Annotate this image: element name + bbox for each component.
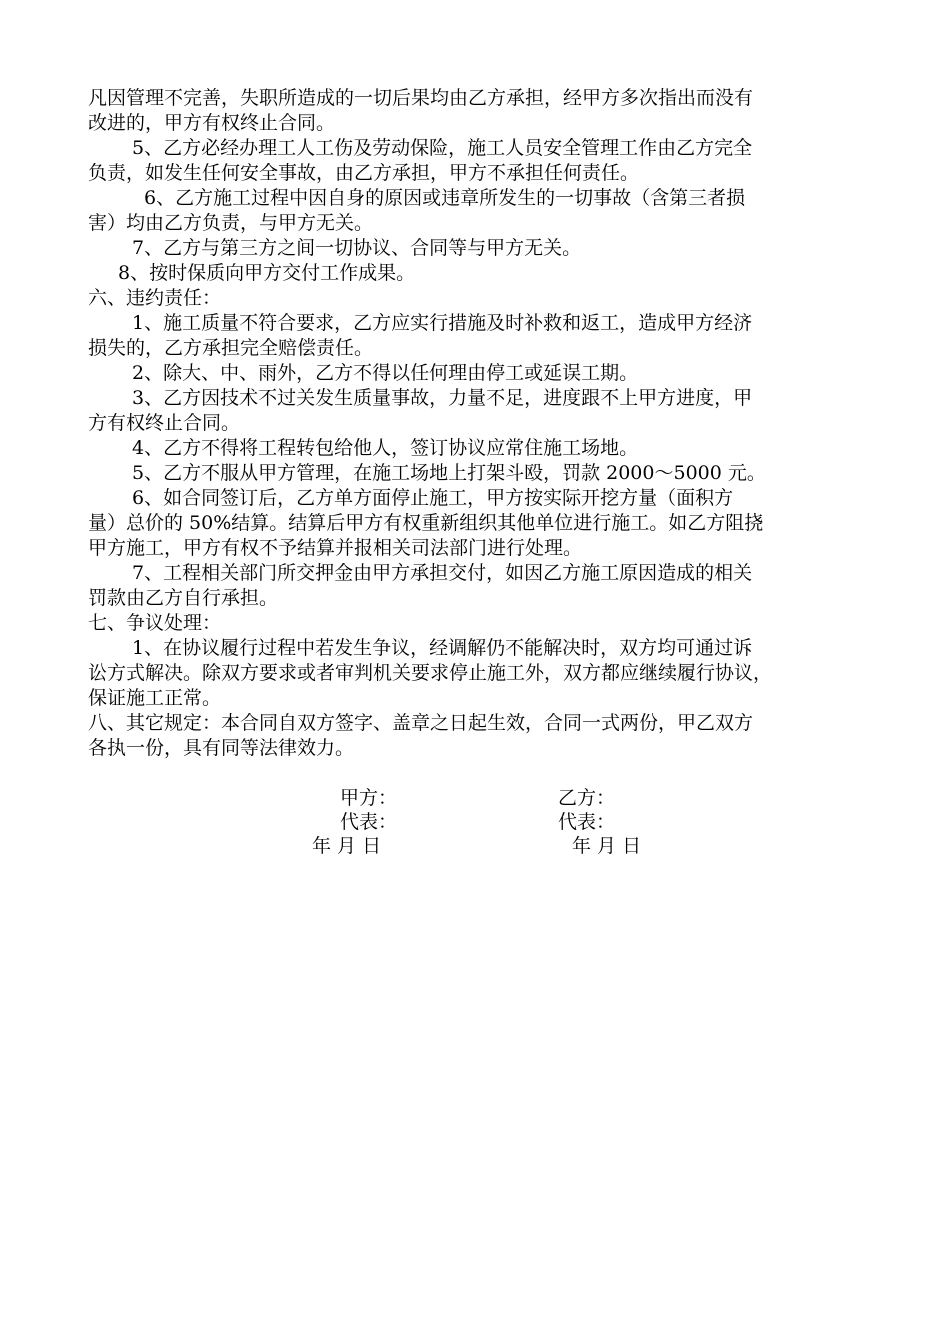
clause-7-line: 7、乙方与第三方之间一切协议、合同等与甲方无关。: [132, 237, 582, 259]
body-line: 讼方式解决。除双方要求或者审判机关要求停止施工外，双方都应继续履行协议，: [88, 662, 773, 684]
party-b-signature: [558, 786, 641, 858]
body-line: 凡因管理不完善，失职所造成的一切后果均由乙方承担，经甲方多次指出而没有: [88, 87, 754, 109]
body-line: 罚款由乙方自行承担。: [88, 587, 279, 609]
body-line: 害）均由乙方负责，与甲方无关。: [88, 212, 374, 234]
party-a-signature: [312, 786, 398, 858]
body-line: 方有权终止合同。: [88, 412, 241, 434]
clause-5-line: 5、乙方必经办理工人工伤及劳动保险，施工人员安全管理工作由乙方完全: [132, 137, 753, 159]
party-a-date-label: 年 月 日: [312, 835, 382, 857]
body-line: 负责，如发生任何安全事故，由乙方承担，甲方不承担任何责任。: [88, 162, 640, 184]
contract-body: [88, 86, 878, 761]
party-b-label: 乙方：: [558, 787, 616, 809]
clause-6-line: 6、乙方施工过程中因自身的原因或违章所发生的一切事故（含第三者损: [144, 187, 746, 209]
section-heading-liability: 六、违约责任：: [88, 287, 222, 309]
liability-clause-1: 1、施工质量不符合要求，乙方应实行措施及时补救和返工，造成甲方经济: [132, 312, 753, 334]
clause-8-line: 8、按时保质向甲方交付工作成果。: [118, 262, 416, 284]
body-line: 损失的，乙方承担完全赔偿责任。: [88, 337, 374, 359]
liability-clause-6: 6、如合同签订后，乙方单方面停止施工，甲方按实际开挖方量（面积方: [132, 487, 734, 509]
body-line: 改进的，甲方有权终止合同。: [88, 112, 336, 134]
section-heading-other: 八、其它规定：本合同自双方签字、盖章之日起生效，合同一式两份，甲乙双方: [88, 712, 754, 734]
party-a-label: 甲方：: [340, 787, 398, 809]
party-a-representative-label: 代表：: [340, 811, 398, 833]
liability-clause-5: 5、乙方不服从甲方管理，在施工场地上打架斗殴，罚款 2000～5000 元。: [132, 462, 766, 484]
liability-clause-2: 2、除大、中、雨外，乙方不得以任何理由停工或延误工期。: [132, 362, 639, 384]
liability-clause-7: 7、工程相关部门所交押金由甲方承担交付，如因乙方施工原因造成的相关: [132, 562, 753, 584]
liability-clause-3: 3、乙方因技术不过关发生质量事故，力量不足，进度跟不上甲方进度，甲: [132, 387, 753, 409]
liability-clause-4: 4、乙方不得将工程转包给他人，签订协议应常住施工场地。: [132, 437, 639, 459]
body-line: 甲方施工，甲方有权不予结算并报相关司法部门进行处理。: [88, 537, 583, 559]
body-line: 各执一份，具有同等法律效力。: [88, 737, 355, 759]
body-line: 量）总价的 50%结算。结算后甲方有权重新组织其他单位进行施工。如乙方阻挠: [88, 512, 764, 534]
section-heading-dispute: 七、争议处理：: [88, 612, 222, 634]
body-line: 保证施工正常。: [88, 687, 222, 709]
party-b-date-label: 年 月 日: [572, 835, 642, 857]
party-b-representative-label: 代表：: [558, 811, 616, 833]
dispute-clause-1: 1、在协议履行过程中若发生争议，经调解仍不能解决时，双方均可通过诉: [132, 637, 753, 659]
